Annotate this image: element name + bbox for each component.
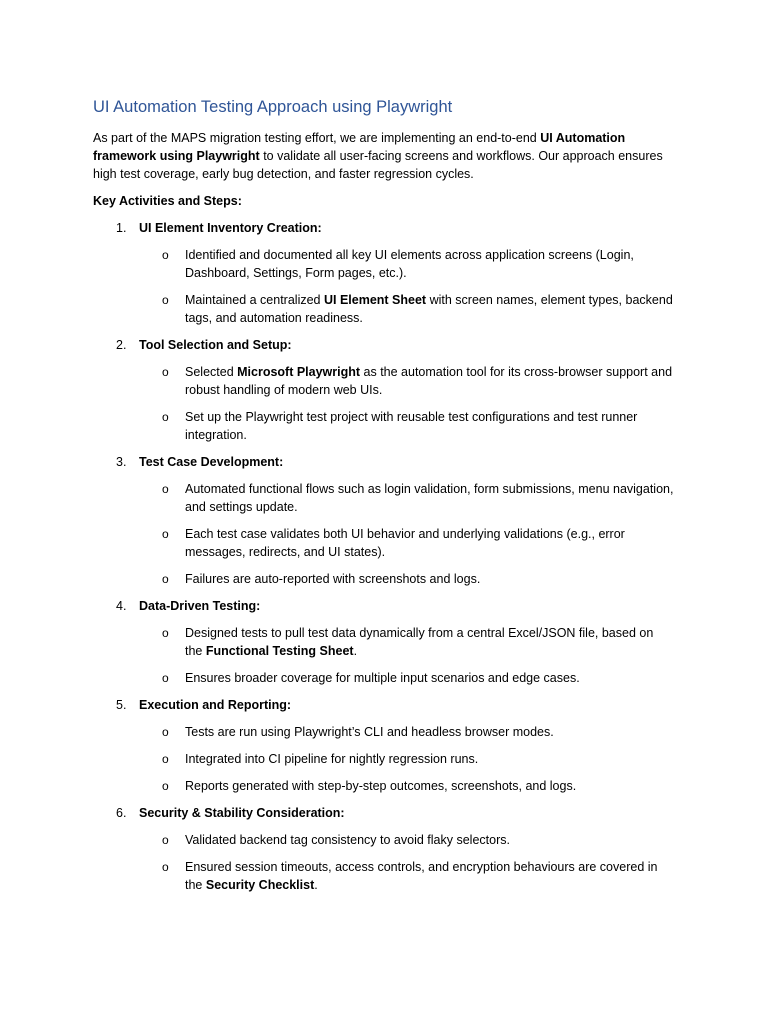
bullet-item (93, 723, 674, 741)
step-heading (93, 336, 674, 354)
bullet-marker: o (162, 410, 169, 424)
bullet-marker: o (162, 626, 169, 640)
intro-text: As part of the MAPS migration testing effort, we are implementing an end-to-end (93, 131, 541, 145)
step-heading-text: Tool Selection and Setup: (139, 338, 292, 352)
bullet-list (93, 624, 674, 687)
bullet-marker: o (162, 293, 169, 307)
step-item (93, 804, 674, 894)
step-number: 3. (116, 455, 127, 469)
step-number: 4. (116, 599, 127, 613)
steps-list (93, 219, 674, 894)
bullet-list (93, 723, 674, 795)
bullet-text: Set up the Playwright test project with reusable test configurations and test runner integration. (185, 410, 638, 442)
bullet-item (93, 408, 674, 444)
bullet-text: Integrated into CI pipeline for nightly regression runs. (185, 752, 479, 766)
bullet-bold-text: Functional Testing Sheet (205, 644, 354, 658)
step-item (93, 219, 674, 327)
bullet-text: Maintained a centralized (185, 293, 324, 307)
bullet-text: Tests are run using Playwright’s CLI and headless browser modes. (185, 725, 554, 739)
bullet-text-end: . (353, 644, 358, 658)
bullet-text-end: with screen names, element types, backend tags, and automation readiness. (185, 293, 673, 325)
bullet-bold-text: UI Element Sheet (323, 293, 427, 307)
step-heading (93, 219, 674, 237)
bullet-text: Failures are auto-reported with screenshots and logs. (185, 572, 481, 586)
bullet-item (93, 669, 674, 687)
bullet-marker: o (162, 725, 169, 739)
step-number: 1. (116, 221, 127, 235)
bullet-item (93, 246, 674, 282)
bullet-marker: o (162, 833, 169, 847)
step-heading-text: Execution and Reporting: (139, 698, 292, 712)
intro-paragraph (93, 129, 674, 183)
bullet-text: Validated backend tag consistency to avoid flaky selectors. (185, 833, 510, 847)
bullet-marker: o (162, 860, 169, 874)
bullet-item (93, 750, 674, 768)
bullet-marker: o (162, 779, 169, 793)
bullet-text: Selected (185, 365, 238, 379)
bullet-marker: o (162, 248, 169, 262)
step-item (93, 453, 674, 588)
bullet-marker: o (162, 752, 169, 766)
bullet-text-end: as the automation tool for its cross-browser support and robust handling of modern web UIs. (185, 365, 673, 397)
step-heading (93, 696, 674, 714)
bullet-item (93, 363, 674, 399)
bullet-text: Reports generated with step-by-step outcomes, screenshots, and logs. (185, 779, 577, 793)
step-heading (93, 453, 674, 471)
bullet-list (93, 246, 674, 327)
bullet-item (93, 525, 674, 561)
document-title: UI Automation Testing Approach using Playwright (93, 98, 453, 116)
step-heading (93, 597, 674, 615)
intro-text-end: to validate all user-facing screens and workflows. Our approach ensures high test coverage, early bug detection, and faster regression cycles. (93, 149, 663, 181)
bullet-text: Each test case validates both UI behavior and underlying validations (e.g., error messages, redirects, and UI states). (185, 527, 625, 559)
bullet-item (93, 480, 674, 516)
bullet-marker: o (162, 527, 169, 541)
bullet-text-end: . (314, 878, 318, 892)
bullet-list (93, 480, 674, 588)
bullet-text: Ensured session timeouts, access controls, and encryption behaviours are covered in the (185, 860, 658, 892)
step-number: 5. (116, 698, 127, 712)
step-heading-text: Data-Driven Testing: (139, 599, 261, 613)
step-heading (93, 804, 674, 822)
intro-bold-text: UI Automation framework using Playwright (93, 131, 626, 163)
bullet-text: Designed tests to pull test data dynamically from a central Excel/JSON file, based on the (185, 626, 654, 658)
bullet-item (93, 858, 674, 894)
step-item (93, 597, 674, 687)
bullet-marker: o (162, 365, 169, 379)
bullet-list (93, 831, 674, 894)
bullet-item (93, 777, 674, 795)
bullet-item (93, 624, 674, 660)
bullet-item (93, 291, 674, 327)
bullet-list (93, 363, 674, 444)
step-item (93, 696, 674, 795)
bullet-bold-text: Security Checklist (205, 878, 315, 892)
bullet-text: Ensures broader coverage for multiple input scenarios and edge cases. (185, 671, 580, 685)
step-heading-text: Test Case Development: (139, 455, 284, 469)
step-heading-text: UI Element Inventory Creation: (139, 221, 322, 235)
bullet-marker: o (162, 482, 169, 496)
key-activities-heading: Key Activities and Steps: (93, 194, 242, 208)
bullet-text: Identified and documented all key UI elements across application screens (Login, Dashboard, Settings, Form pages, etc.). (185, 248, 634, 280)
bullet-bold-text: Microsoft Playwright (237, 365, 361, 379)
bullet-item (93, 570, 674, 588)
step-heading-text: Security & Stability Consideration: (139, 806, 345, 820)
bullet-marker: o (162, 572, 169, 586)
bullet-item (93, 831, 674, 849)
step-number: 2. (116, 338, 127, 352)
bullet-text: Automated functional flows such as login validation, form submissions, menu navigation, and settings update. (185, 482, 674, 514)
step-number: 6. (116, 806, 127, 820)
step-item (93, 336, 674, 444)
bullet-marker: o (162, 671, 169, 685)
